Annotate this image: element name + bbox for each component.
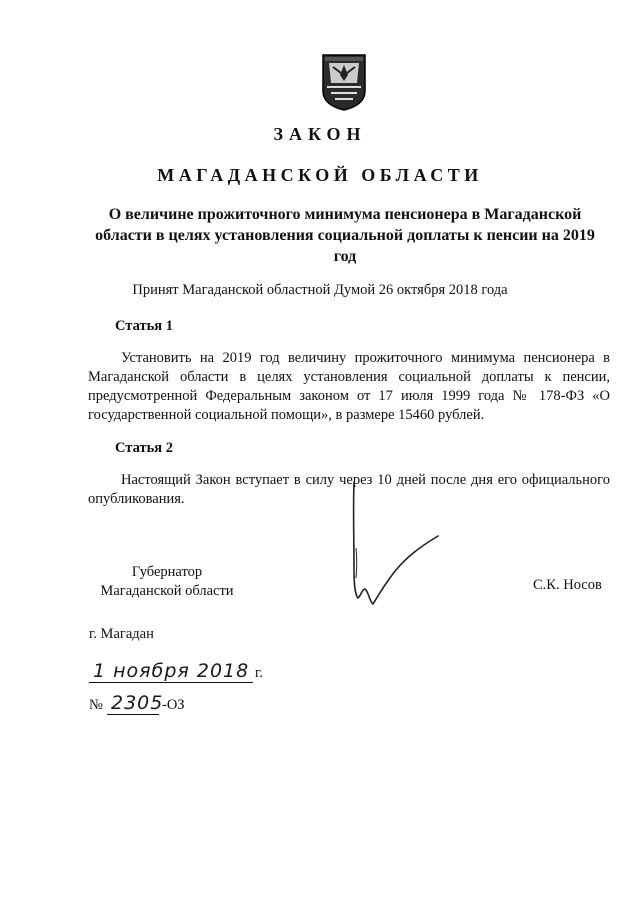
governor-title-line2: Магаданской области: [100, 583, 234, 599]
number-prefix: №: [89, 697, 103, 713]
adoption-note: Принят Магаданской областной Думой 26 октября 2018 года: [132, 282, 508, 298]
date-suffix: г.: [255, 665, 263, 681]
number-underline: [107, 714, 159, 715]
governor-title: [92, 563, 242, 601]
law-name: О величине прожиточного минимума пенсионера в Магаданской области в целях установления социальной доплаты к пенсии на 2019 год: [95, 206, 595, 265]
date-underline: [89, 682, 253, 683]
handwritten-date: 1 ноября 2018: [93, 660, 250, 682]
magadan-coat-of-arms-icon: [321, 53, 367, 111]
handwritten-number: 2305: [111, 692, 164, 714]
handwritten-signature-icon: [348, 478, 444, 618]
city: г. Магадан: [89, 626, 154, 642]
governor-title-line1: Губернатор: [131, 564, 203, 580]
article-2-text: Настоящий Закон вступает в силу через 10 дней после дня его официального опубликования.: [88, 472, 610, 507]
law-number: [89, 692, 229, 720]
signing-date: [89, 660, 289, 688]
region-title: МАГАДАНСКОЙ ОБЛАСТИ: [157, 165, 483, 185]
governor-name: С.К. Носов: [533, 577, 602, 593]
article-1-heading: Статья 1: [115, 318, 173, 334]
document-type-title: ЗАКОН: [273, 124, 367, 144]
article-1-text: Установить на 2019 год величину прожиточного минимума пенсионера в Магаданской области в целях установления социальной доплаты к пенсии, предусмотренной Федеральным законом от 17 июля 1999 года № 178-ФЗ «О государственной социальной помощи», в размере 15460 рублей.: [88, 350, 610, 423]
number-suffix: -ОЗ: [162, 697, 185, 713]
article-2-heading: Статья 2: [115, 440, 173, 456]
